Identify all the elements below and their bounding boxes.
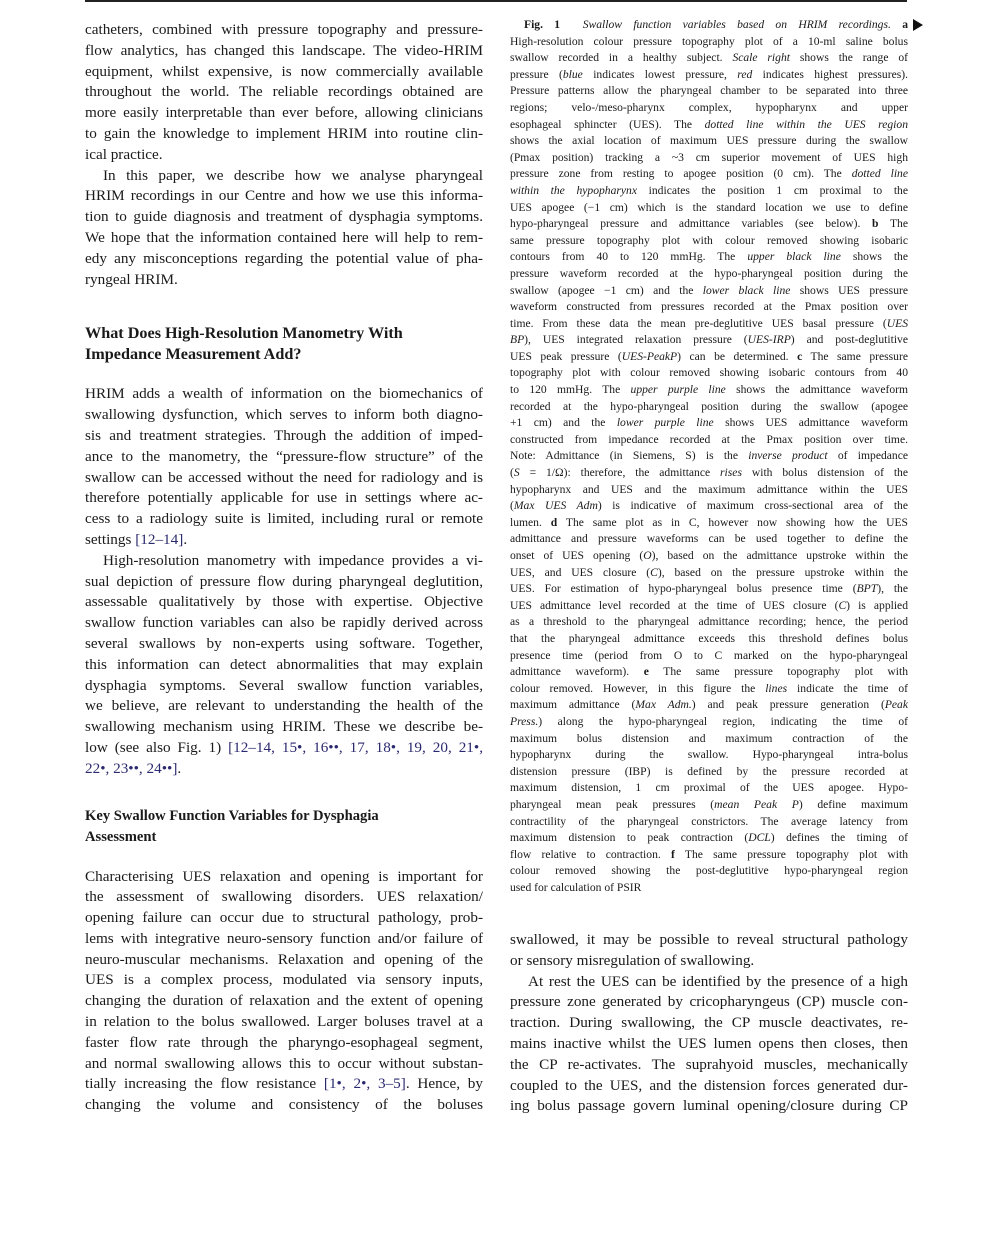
figure-caption (510, 17, 908, 896)
section-heading (85, 323, 483, 365)
caption-line: hypopharynx during the swallow. Hypo-pharyngeal intra-bolus (510, 748, 908, 762)
panel-label: d (550, 515, 558, 529)
text-line: the assessment of swallowing disorders. UES relaxation/ (85, 888, 483, 906)
hrim-paragraph (85, 384, 483, 550)
text-line: swallow function variables can also be rapidly derived across (85, 614, 483, 632)
emphasis-text: Max Adm. (635, 698, 692, 712)
emphasis-text: Scale right (732, 51, 790, 65)
caption-line: hypopharynx and UES and the maximum admittance within the UES (510, 482, 908, 496)
text-line: catheters, combined with pressure topography and pressure- (85, 21, 483, 38)
emphasis-text: upper black line (747, 250, 841, 264)
emphasis-text: O (643, 549, 652, 562)
subsection-heading (85, 806, 483, 848)
panel-label: f (671, 847, 675, 861)
panel-label: b (872, 217, 879, 231)
caption-line: admittance waveform). e The same pressure topography plot with (510, 665, 908, 679)
text-fragment: . (183, 530, 188, 548)
caption-line: UES, and UES closure (C), based on the pressure upstroke within the (510, 565, 908, 579)
heading-line: What Does High-Resolution Manometry With (85, 324, 403, 343)
emphasis-text: Max UES Adm (513, 499, 598, 513)
text-line: traction. During swallowing, the CP muscle deactivates, re- (510, 1014, 908, 1032)
hrm-paragraph (85, 551, 483, 780)
emphasis-text: mean Peak P (714, 797, 799, 811)
caption-line: esophageal sphincter (UES). The dotted line within the UES region (510, 117, 909, 131)
emphasis-text: dotted line (851, 167, 908, 181)
figure-label: Fig. 1 (524, 18, 561, 31)
caption-line: Note: Admittance (in Siemens, S) is the inverse product of impedance (510, 449, 909, 463)
text-line: changing the volume and consistency of the boluses (85, 1096, 483, 1114)
caption-line: (Max UES Adm) is indicative of maximum cross-sectional area of the (510, 499, 908, 513)
caption-line: waveform constructed from pressures recorded at the Pmax position over (510, 300, 908, 314)
continued-arrow-icon[interactable] (913, 19, 923, 31)
text-line: swallowing mechanism using HRIM. These we describe be- (85, 718, 483, 736)
emphasis-text: DCL (748, 831, 771, 845)
text-line: swallowed, it may be possible to reveal structural pathology (510, 931, 908, 948)
text-fragment: . Hence, by (405, 1075, 483, 1093)
emphasis-text: inverse product (748, 449, 828, 463)
caption-line: swallow (apogee −1 cm) and the lower black line shows UES pressure (510, 283, 908, 297)
caption-line: lumen. d The same plot as in C, however now showing how the UES (510, 515, 908, 529)
emphasis-text: blue (562, 67, 583, 81)
caption-line: maximum bolus distension and maximum contraction of the (510, 731, 908, 745)
text-line: cess to a radiology suite is limited, including rural or remote (85, 510, 483, 528)
text-line: ing bolus passage govern luminal opening/closure during CP (510, 1097, 908, 1115)
emphasis-text: dotted line within the UES region (704, 117, 909, 131)
text-line: changing the duration of relaxation and the extent of opening (85, 992, 483, 1010)
caption-line: UES. For estimation of hypo-pharyngeal bolus presence time (BPT), the (510, 582, 909, 596)
text-line: pressure zone generated by cricopharyngeus (CP) muscle con- (510, 993, 908, 1011)
text-line: High-resolution manometry with impedance provides a vi- (103, 551, 483, 569)
caption-line: BP), UES integrated relaxation pressure (UES-IRP) and post-deglutitive (510, 333, 908, 347)
emphasis-text: lower purple line (616, 416, 714, 430)
caption-line: contours from 40 to 120 mmHg. The upper black line shows the (510, 250, 908, 264)
text-line: faster flow rate through the pharyngo-esophageal segment, (85, 1033, 483, 1051)
text-line: Characterising UES relaxation and opening is important for (85, 867, 483, 885)
aims-paragraph (85, 166, 483, 291)
text-line: ical practice. (85, 145, 163, 163)
emphasis-text: C (838, 598, 847, 612)
text-line: in relation to the bolus swallowed. Larger boluses travel at a (85, 1013, 483, 1031)
caption-line: pressure (blue indicates lowest pressure, red indicates highest pressures). (510, 67, 908, 81)
caption-line: onset of UES opening (O), based on the admittance upstroke within the (510, 549, 908, 562)
text-line: we believe, are relevant to understanding the health of the (85, 697, 483, 715)
emphasis-text: upper purple line (630, 383, 726, 397)
emphasis-text: red (737, 67, 753, 81)
text-line: flow analytics, has changed this landscape. The video-HRIM (85, 41, 483, 59)
text-line: dysphagia symptoms. Several swallow function variables, (85, 676, 483, 694)
text-line: ance to the manometry, the “pressure-flow structure” of the (85, 447, 483, 465)
caption-line: High-resolution colour pressure topography plot of a 10-ml saline bolus (510, 34, 908, 48)
caption-line: within the hypopharynx indicates the position 1 cm proximal to the (510, 183, 908, 197)
emphasis-text: Press. (510, 714, 539, 728)
text-line: ryngeal HRIM. (85, 270, 178, 288)
caption-line: distension pressure (IBP) is defined by the pressure recorded at (510, 764, 908, 778)
caption-line: colour removed showing the post-deglutitive hypo-pharyngeal region (510, 864, 908, 878)
caption-line: Pressure patterns allow the pharyngeal chamber to be separated into three (510, 84, 908, 98)
citation-link[interactable]: 22•, 23••, 24••] (85, 759, 178, 777)
caption-line: maximum distension, 1 cm proximal of the UES apogee. Hypo- (510, 781, 908, 795)
caption-line: to 120 mmHg. The upper purple line shows the admittance waveform (510, 383, 909, 397)
caption-line: swallow recorded in a healthy subject. Scale right shows the range of (510, 51, 909, 65)
text-line: coupled to the UES, and the distension forces generated dur- (510, 1076, 908, 1094)
caption-line: regions; velo-/meso-pharynx complex, hypopharynx and upper (510, 100, 908, 114)
text-line: this information can detect abnormalities that may explain (85, 655, 483, 673)
text-line: or sensory misregulation of swallowing. (510, 951, 755, 969)
emphasis-text: C (650, 565, 658, 579)
emphasis-text: within the hypopharynx (510, 183, 637, 197)
caption-title-line (510, 17, 908, 34)
text-line: neuro-muscular mechanisms. Relaxation and opening of the (85, 950, 483, 968)
text-line: At rest the UES can be identified by the presence of a high (528, 972, 908, 990)
text-line: throughout the world. The reliable recordings obtained are (85, 83, 483, 101)
caption-line: as a threshold to the pharyngeal admittance recording; hence, the period (510, 615, 908, 629)
panel-label: c (797, 349, 803, 363)
emphasis-text: UES (886, 316, 908, 330)
intro-paragraph (85, 20, 483, 166)
emphasis-text: BP (510, 333, 525, 347)
text-line (85, 738, 483, 759)
figure-title: Swallow function variables based on HRIM recordings. (582, 18, 891, 31)
heading-line: Impedance Measurement Add? (85, 345, 302, 364)
emphasis-text: S (513, 466, 520, 480)
top-rule (85, 0, 907, 2)
text-fragment: tially increasing the flow resistance (85, 1075, 324, 1093)
text-line (85, 530, 483, 551)
caption-line: shows the axial location of maximum UES pressure during the swallow (510, 134, 908, 148)
text-line: We hope that the information contained here will help to rem- (85, 228, 483, 246)
heading-line: Key Swallow Function Variables for Dysphagia (85, 807, 379, 824)
text-line: swallow can be accessed without the need for radiology and is (85, 468, 483, 486)
text-line: to gain the knowledge to implement HRIM into routine clin- (85, 124, 483, 142)
emphasis-text: rises (720, 466, 742, 480)
text-line: sual depiction of pressure flow during pharyngeal deglutition, (85, 572, 483, 590)
text-line: mains inactive whilst the UES lumen opens then closes, then (510, 1034, 908, 1052)
caption-line: that the pharyngeal admittance exceeds this threshold defines bolus (510, 631, 908, 645)
caption-line: pressure zone from resting to apogee position (0 cm). The dotted line (510, 167, 908, 181)
right-column-body (510, 930, 908, 1117)
text-line: and normal swallowing allows this to occur without substan- (85, 1054, 483, 1072)
caption-body (510, 34, 908, 897)
caption-line: time. From these data the mean pre-deglutitive UES basal pressure (UES (510, 316, 908, 330)
text-line: therefore potentially applicable for use in settings where ac- (85, 489, 483, 507)
citation-link[interactable]: [12–14] (135, 530, 184, 548)
heading-line: Assessment (85, 828, 157, 845)
text-line (85, 1074, 483, 1095)
emphasis-text: Peak (884, 698, 908, 712)
text-line: HRIM recordings in our Centre and how we use this informa- (85, 187, 483, 205)
caption-line: presence time (period from O to C marked on the hypo-pharyngeal (510, 648, 908, 662)
text-line: several swallows by non-experts using software. Together, (85, 634, 483, 652)
caption-line: admittance and pressure waveforms can be used together to define the (510, 532, 908, 546)
caption-line: (Pmax position) tracking a ~3 cm superior movement of UES high (510, 150, 908, 164)
text-line: opening failure can occur due to structural pathology, prob- (85, 909, 483, 927)
caption-line: flow relative to contraction. f The same pressure topography plot with (510, 847, 908, 861)
emphasis-text: BPT (856, 582, 878, 596)
caption-line: same pressure topography plot with colour removed showing isobaric (510, 233, 908, 247)
text-line: HRIM adds a wealth of information on the biomechanics of (85, 385, 483, 403)
text-line: swallowing dysfunction, which serves to inform both diagno- (85, 406, 483, 424)
emphasis-text: lines (765, 681, 788, 695)
caption-line: UES peak pressure (UES-PeakP) can be determined. c The same pressure (510, 349, 908, 363)
text-line: UES is a complex process, modulated via sensory inputs, (85, 971, 483, 989)
caption-line: +1 cm) and the lower purple line shows UES admittance waveform (510, 416, 908, 430)
panel-label: a (902, 18, 908, 31)
text-line: equipment, whilst expensive, is now commercially available (85, 62, 483, 80)
caption-line: recorded at the hypo-pharyngeal position during the swallow (apogee (510, 399, 908, 413)
text-line: In this paper, we describe how we analyse pharyngeal (103, 166, 483, 184)
text-line (85, 759, 483, 780)
caption-line: contractility of the pharyngeal constrictors. The average latency from (510, 814, 908, 828)
text-line: more easily interpretable than ever before, allowing clinicians (85, 104, 483, 122)
text-line: lems with integrative neuro-sensory function and/or failure of (85, 929, 483, 947)
citation-link[interactable]: [12–14, 15•, 16••, 17, 18•, 19, 20, 21•, (228, 738, 483, 756)
text-fragment: settings (85, 530, 136, 548)
text-line: edy any misconceptions regarding the potential value of pha- (85, 249, 483, 267)
emphasis-text: UES-PeakP (621, 349, 678, 363)
caption-line: Press.) along the hypo-pharyngeal region, indicating the time of (510, 714, 908, 728)
caption-line: UES apogee (−1 cm) which is the standard location we use to define (510, 200, 908, 214)
text-line: the CP re-activates. The suprahyoid muscles, mechanically (510, 1055, 908, 1073)
text-fragment: . (177, 759, 182, 777)
caption-line: colour removed. However, in this figure the lines indicate the time of (510, 681, 908, 695)
caption-line: constructed from impedance recorded at the Pmax position over time. (510, 432, 908, 446)
caption-line: maximum admittance (Max Adm.) and peak pressure generation (Peak (510, 698, 908, 712)
caption-line: pressure waveform recorded at the hypo-pharyngeal position during the (510, 266, 908, 280)
caption-line: hypo-pharyngeal pressure and admittance variables (see below). b The (510, 217, 908, 231)
text-line: sis and treatment strategies. Through the addition of imped- (85, 426, 483, 444)
citation-link[interactable]: [1•, 2•, 3–5] (323, 1075, 406, 1093)
text-line: tion to guide diagnosis and treatment of dysphagia symptoms. (85, 208, 483, 226)
caption-line: (S = 1/Ω): therefore, the admittance rises with bolus distension of the (510, 466, 908, 480)
caption-line: used for calculation of PSIR (510, 880, 642, 894)
caption-line: pharyngeal mean peak pressures (mean Peak P) define maximum (510, 797, 908, 811)
caption-line: maximum distension to peak contraction (DCL) defines the timing of (510, 831, 908, 845)
emphasis-text: lower black line (702, 283, 791, 297)
text-line: assessable qualitatively by those with expertise. Objective (85, 593, 483, 611)
emphasis-text: UES-IRP (747, 333, 791, 347)
caption-line: UES admittance level recorded at the time of UES closure (C) is applied (510, 598, 908, 612)
ues-paragraph (85, 867, 483, 1117)
panel-label: e (643, 665, 649, 679)
text-fragment: low (see also Fig. 1) (85, 738, 229, 756)
caption-line: topography plot with colour removed showing isobaric contours from 40 (510, 366, 908, 380)
left-column (85, 20, 483, 1116)
